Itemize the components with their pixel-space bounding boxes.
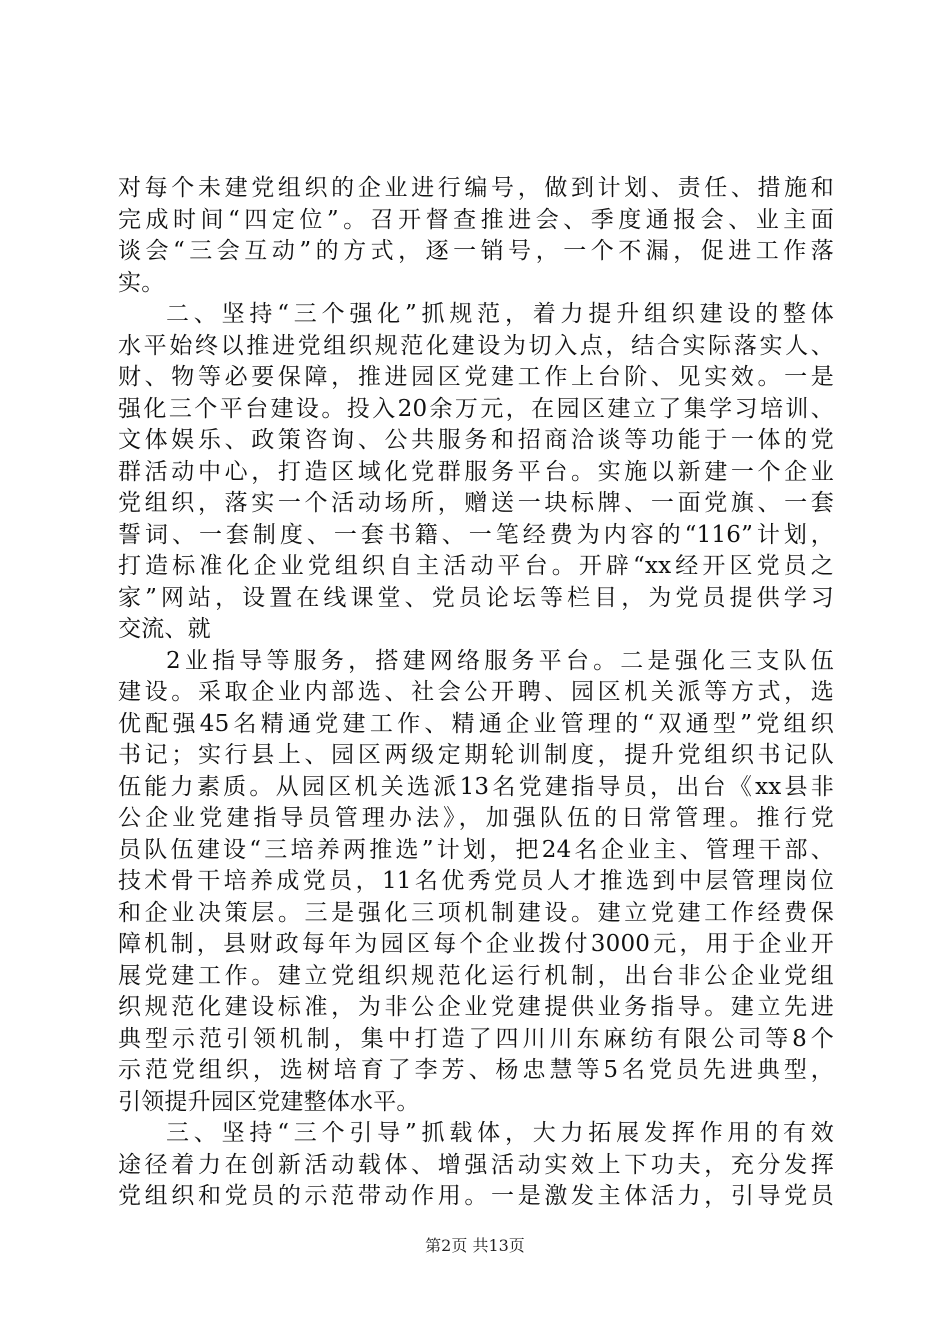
text-line: 实。	[118, 269, 165, 296]
text-line: 和企业决策层。三是强化三项机制建设。建立党建工作经费保	[118, 899, 834, 926]
text-line: 公企业党建指导员管理办法》，加强队伍的日常管理。推行党	[118, 805, 834, 831]
text-line: 伍能力素质。从园区机关选派13名党建指导员，出台《xx县非	[118, 773, 834, 800]
text-line: 优配强45名精通党建工作、精通企业管理的“双通型”党组织	[118, 710, 834, 737]
text-line: 途径着力在创新活动载体、增强活动实效上下功夫，充分发挥	[118, 1151, 834, 1178]
text-line: 完成时间“四定位”。召开督查推进会、季度通报会、业主面	[118, 206, 834, 233]
text-line: 打造标准化企业党组织自主活动平台。开辟“xx经开区党员之	[118, 553, 834, 579]
text-line: 党组织，落实一个活动场所，赠送一块标牌、一面党旗、一套	[118, 490, 834, 516]
text-line: 对每个未建党组织的企业进行编号，做到计划、责任、措施和	[118, 175, 834, 201]
page-number-footer: 第2页 共13页	[425, 1236, 525, 1255]
text-line: 谈会“三会互动”的方式，逐一销号，一个不漏，促进工作落	[118, 238, 834, 264]
text-line: 2业指导等服务，搭建网络服务平台。二是强化三支队伍	[166, 647, 834, 674]
section-heading-line: 三、坚持“三个引导”抓载体，大力拓展发挥作用的有效	[166, 1120, 834, 1146]
text-line: 交流、就	[118, 616, 211, 642]
text-line: 书记；实行县上、园区两级定期轮训制度，提升党组织书记队	[118, 742, 834, 768]
text-line: 水平始终以推进党组织规范化建设为切入点，结合实际落实人、	[118, 332, 834, 359]
text-line: 典型示范引领机制，集中打造了四川川东麻纺有限公司等8个	[118, 1025, 834, 1052]
body-text	[118, 173, 834, 1213]
text-line: 技术骨干培养成党员，11名优秀党员人才推选到中层管理岗位	[118, 868, 834, 894]
text-line: 障机制，县财政每年为园区每个企业拨付3000元，用于企业开	[118, 931, 834, 957]
text-line: 党组织和党员的示范带动作用。一是激发主体活力，引导党员	[118, 1183, 834, 1209]
text-line: 引领提升园区党建整体水平。	[118, 1088, 420, 1115]
text-line: 强化三个平台建设。投入20余万元，在园区建立了集学习培训、	[118, 395, 834, 422]
text-line: 群活动中心，打造区域化党群服务平台。实施以新建一个企业	[118, 458, 834, 485]
text-line: 织规范化建设标准，为非公企业党建提供业务指导。建立先进	[118, 994, 834, 1020]
text-line: 誓词、一套制度、一套书籍、一笔经费为内容的“116”计划，	[118, 521, 834, 548]
section-heading-line: 二、坚持“三个强化”抓规范，着力提升组织建设的整体	[166, 301, 834, 327]
text-line: 家”网站，设置在线课堂、党员论坛等栏目，为党员提供学习	[118, 584, 834, 611]
text-line: 财、物等必要保障，推进园区党建工作上台阶、见实效。一是	[118, 364, 834, 390]
text-line: 建设。采取企业内部选、社会公开聘、园区机关派等方式，选	[118, 679, 834, 705]
text-line: 展党建工作。建立党组织规范化运行机制，出台非公企业党组	[118, 962, 834, 989]
text-line: 文体娱乐、政策咨询、公共服务和招商洽谈等功能于一体的党	[118, 427, 834, 453]
text-line: 示范党组织，选树培育了李芳、杨忠慧等5名党员先进典型，	[118, 1057, 834, 1083]
text-line: 员队伍建设“三培养两推选”计划，把24名企业主、管理干部、	[118, 836, 834, 863]
